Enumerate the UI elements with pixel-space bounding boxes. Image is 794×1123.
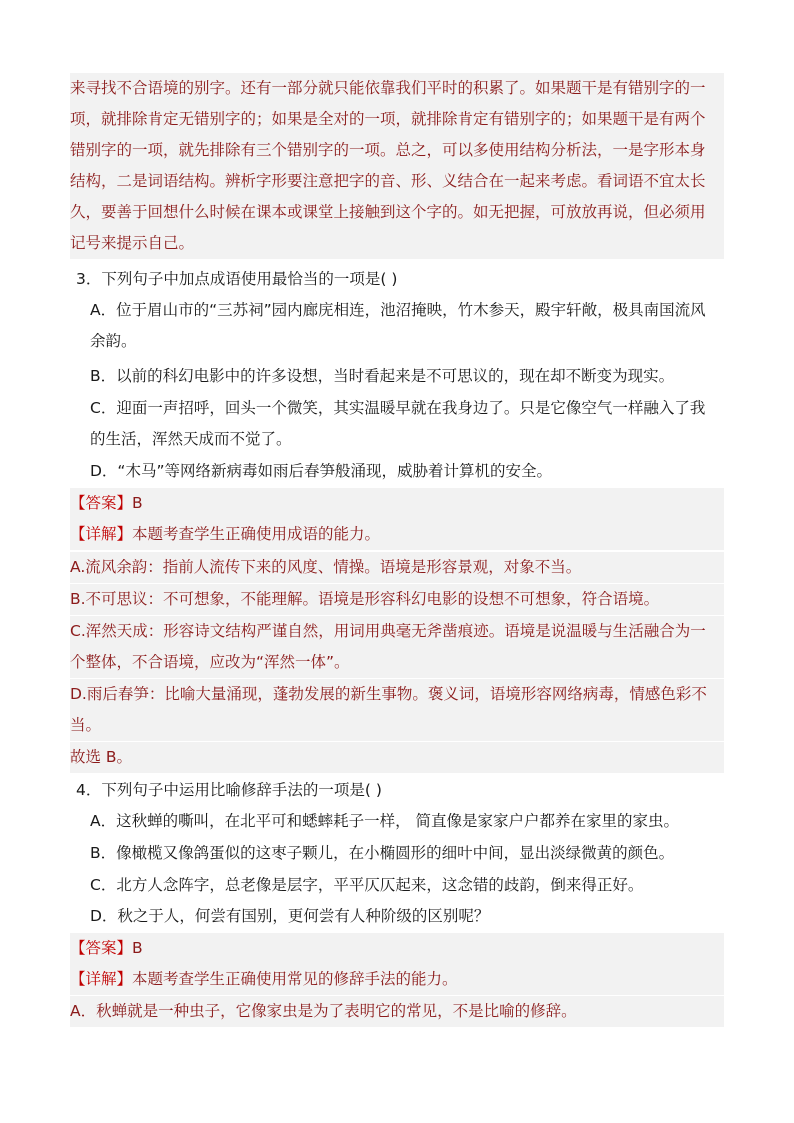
q3-explain-c: C.浑然天成：形容诗文结构严谨自然，用词用典毫无斧凿痕迹。语境是说温暖与生活融合为一 [70, 616, 724, 647]
q4-explain-a: A．秋蝉就是一种虫子，它像家虫是为了表明它的常见，不是比喻的修辞。 [70, 996, 724, 1027]
q3-detail [70, 519, 724, 550]
answer-value: B [132, 494, 143, 512]
answer-value: B [132, 939, 143, 957]
q3-explain-c-cont: 个整体，不合语境，应改为“浑然一体”。 [70, 647, 724, 678]
q3-option-a: A．位于眉山市的“三苏祠”园内廊庑相连，池沼掩映，竹木参天，殿宇轩敞，极具南国流风 [90, 301, 706, 319]
q4-detail [70, 964, 724, 995]
q4-option-c: C．北方人念阵字，总老像是层字，平平仄仄起来，这念错的歧韵，倒来得正好。 [90, 876, 644, 894]
q3-explain-a: A.流风余韵：指前人流传下来的风度、情操。语境是形容景观，对象不当。 [70, 552, 724, 583]
detail-tag: 【详解】 [70, 525, 133, 543]
passage-line: 结构，二是词语结构。辨析字形要注意把字的音、形、义结合在一起来考虑。看词语不宜太长 [70, 166, 724, 197]
detail-text: 本题考查学生正确使用常见的修辞手法的能力。 [132, 970, 458, 988]
answer-tag: 【答案】 [70, 939, 133, 957]
q3-explain-b: B.不可思议：不可想象，不能理解。语境是形容科幻电影的设想不可想象，符合语境。 [70, 584, 724, 615]
detail-tag: 【详解】 [70, 970, 133, 988]
q4-answer [70, 933, 724, 964]
q3-explain-d-cont: 当。 [70, 710, 724, 741]
q4-option-a: A．这秋蝉的嘶叫，在北平可和蟋蟀耗子一样， 简直像是家家户户都养在家里的家虫。 [90, 812, 680, 830]
q3-explain-d: D.雨后春笋：比喻大量涌现，蓬勃发展的新生事物。褒义词，语境形容网络病毒，情感色彩不 [70, 679, 724, 710]
q3-option-c-cont: 的生活，浑然天成而不觉了。 [90, 430, 292, 448]
q4-option-d: D．秋之于人，何尝有国别，更何尝有人种阶级的区别呢？ [90, 907, 490, 925]
passage-line: 记号来提示自己。 [70, 228, 724, 259]
passage-line: 错别字的一项，就先排除有三个错别字的一项。总之，可以多使用结构分析法，一是字形本身 [70, 135, 724, 166]
q4-option-b: B．像橄榄又像鸽蛋似的这枣子颗儿，在小椭圆形的细叶中间，显出淡绿微黄的颜色。 [90, 844, 675, 862]
q3-option-d: D．“木马”等网络新病毒如雨后春笋般涌现，威胁着计算机的安全。 [90, 462, 552, 480]
q3-option-c: C．迎面一声招呼，回头一个微笑，其实温暖早就在我身边了。只是它像空气一样融入了我 [90, 399, 706, 417]
passage-line: 项，就排除肯定无错别字的；如果是全对的一项，就排除肯定有错别字的；如果题干是有两个 [70, 104, 724, 135]
q3-conclusion: 故选 B。 [70, 742, 724, 773]
detail-text: 本题考查学生正确使用成语的能力。 [132, 525, 381, 543]
passage-line: 来寻找不合语境的别字。还有一部分就只能依靠我们平时的积累了。如果题干是有错别字的一 [70, 73, 724, 104]
q3-option-a-cont: 余韵。 [90, 332, 137, 350]
passage-line: 久，要善于回想什么时候在课本或课堂上接触到这个字的。如无把握，可放放再说，但必须用 [70, 197, 724, 228]
answer-tag: 【答案】 [70, 494, 133, 512]
question-3: 3．下列句子中加点成语使用最恰当的一项是( ) [76, 270, 398, 288]
question-4: 4．下列句子中运用比喻修辞手法的一项是( ) [76, 781, 382, 799]
q3-option-b: B．以前的科幻电影中的许多设想，当时看起来是不可思议的，现在却不断变为现实。 [90, 367, 675, 385]
q3-answer [70, 488, 724, 519]
